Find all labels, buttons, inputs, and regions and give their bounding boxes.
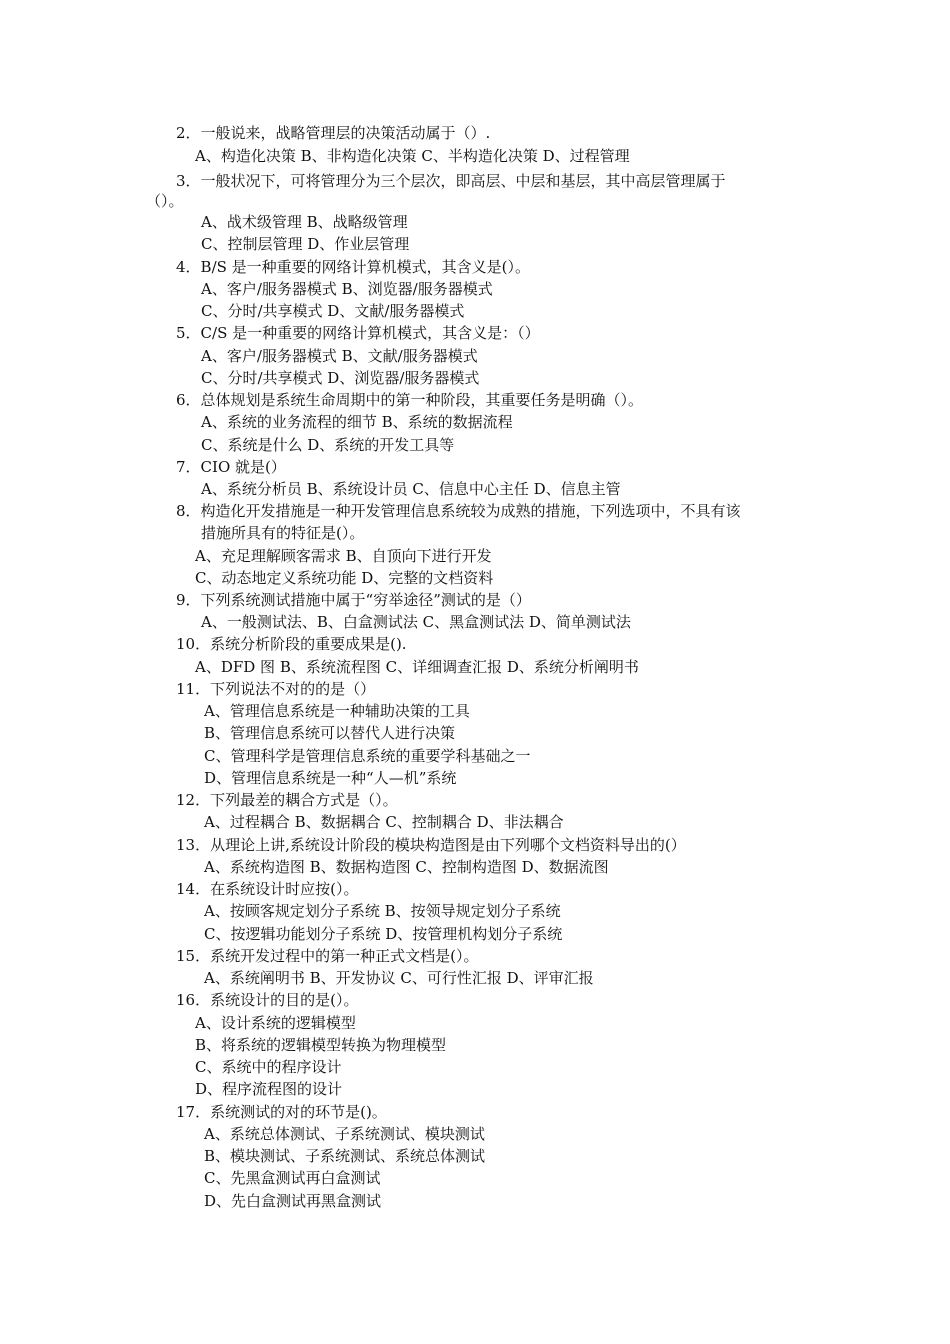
question-3: 3．一般状况下，可将管理分为三个层次，即高层、中层和基层，其中高层管理属于 <box>176 172 726 190</box>
question-17-option-d: D、先白盒测试再黑盒测试 <box>204 1192 382 1210</box>
question-6: 6．总体规划是系统生命周期中的第一种阶段，其重要任务是明确（）。 <box>176 391 644 409</box>
question-5-option-ab: A、客户/服务器模式 B、文献/服务器模式 <box>201 347 478 365</box>
question-6-option-ab: A、系统的业务流程的细节 B、系统的数据流程 <box>201 413 513 431</box>
question-7-options: A、系统分析员 B、系统设计员 C、信息中心主任 D、信息主管 <box>201 480 621 498</box>
question-13-options: A、系统构造图 B、数据构造图 C、控制构造图 D、数据流图 <box>204 858 609 876</box>
question-12: 12．下列最差的耦合方式是（）。 <box>176 791 398 809</box>
question-10-options: A、DFD 图 B、系统流程图 C、详细调查汇报 D、系统分析阐明书 <box>195 658 639 676</box>
question-11-option-c: C、管理科学是管理信息系统的重要学科基础之一 <box>204 747 531 765</box>
question-16-option-a: A、设计系统的逻辑模型 <box>195 1014 356 1032</box>
question-14: 14．在系统设计时应按(）。 <box>176 880 359 898</box>
question-8-continued: 措施所具有的特征是(）。 <box>201 524 365 542</box>
question-14-option-ab: A、按顾客规定划分子系统 B、按领导规定划分子系统 <box>204 902 561 920</box>
question-14-option-cd: C、按逻辑功能划分子系统 D、按管理机构划分子系统 <box>204 925 563 943</box>
question-4-option-cd: C、分时/共享模式 D、文献/服务器模式 <box>201 302 465 320</box>
question-17-option-b: B、模块测试、子系统测试、系统总体测试 <box>204 1147 486 1165</box>
question-8-option-cd: C、动态地定义系统功能 D、完整的文档资料 <box>195 569 494 587</box>
question-15: 15．系统开发过程中的第一种正式文档是(）。 <box>176 947 479 965</box>
question-2-options: A、构造化决策 B、非构造化决策 C、半构造化决策 D、过程管理 <box>195 147 630 165</box>
question-6-option-cd: C、系统是什么 D、系统的开发工具等 <box>201 436 455 454</box>
question-5: 5．C/S 是一种重要的网络计算机模式，其含义是：（） <box>176 324 540 342</box>
question-13: 13．从理论上讲,系统设计阶段的模块构造图是由下列哪个文档资料导出的(） <box>176 836 686 854</box>
question-9-options: A、一般测试法、B、白盒测试法 C、黑盒测试法 D、简单测试法 <box>201 613 631 631</box>
question-3-continued: （）。 <box>146 192 184 210</box>
question-11-option-a: A、管理信息系统是一种辅助决策的工具 <box>204 702 470 720</box>
question-8: 8．构造化开发措施是一种开发管理信息系统较为成熟的措施，下列选项中，不具有该 <box>176 502 741 520</box>
question-3-option-ab: A、战术级管理 B、战略级管理 <box>201 213 408 231</box>
question-16-option-c: C、系统中的程序设计 <box>195 1058 342 1076</box>
question-3-option-cd: C、控制层管理 D、作业层管理 <box>201 235 410 253</box>
question-16-option-b: B、将系统的逻辑模型转换为物理模型 <box>195 1036 447 1054</box>
question-16: 16．系统设计的目的是(）。 <box>176 991 359 1009</box>
question-5-option-cd: C、分时/共享模式 D、浏览器/服务器模式 <box>201 369 480 387</box>
question-15-options: A、系统阐明书 B、开发协议 C、可行性汇报 D、评审汇报 <box>204 969 594 987</box>
question-10: 10．系统分析阶段的重要成果是(). <box>176 635 407 653</box>
question-17-option-c: C、先黑盒测试再白盒测试 <box>204 1169 381 1187</box>
question-11: 11．下列说法不对的的是（） <box>176 680 376 698</box>
question-17-option-a: A、系统总体测试、子系统测试、模块测试 <box>204 1125 485 1143</box>
question-2: 2．一般说来，战略管理层的决策活动属于（）. <box>176 124 491 142</box>
question-17: 17．系统测试的对的环节是()。 <box>176 1103 387 1121</box>
question-9: 9．下列系统测试措施中属于“穷举途径”测试的是（） <box>176 591 531 609</box>
question-7: 7．CIO 就是(） <box>176 458 286 476</box>
question-16-option-d: D、程序流程图的设计 <box>195 1080 343 1098</box>
question-11-option-b: B、管理信息系统可以替代人进行决策 <box>204 724 456 742</box>
question-4: 4．B/S 是一种重要的网络计算机模式，其含义是(）。 <box>176 258 531 276</box>
question-8-option-ab: A、充足理解顾客需求 B、自顶向下进行开发 <box>195 547 492 565</box>
question-4-option-ab: A、客户/服务器模式 B、浏览器/服务器模式 <box>201 280 493 298</box>
question-12-options: A、过程耦合 B、数据耦合 C、控制耦合 D、非法耦合 <box>204 813 564 831</box>
question-11-option-d: D、管理信息系统是一种“人—机”系统 <box>204 769 457 787</box>
